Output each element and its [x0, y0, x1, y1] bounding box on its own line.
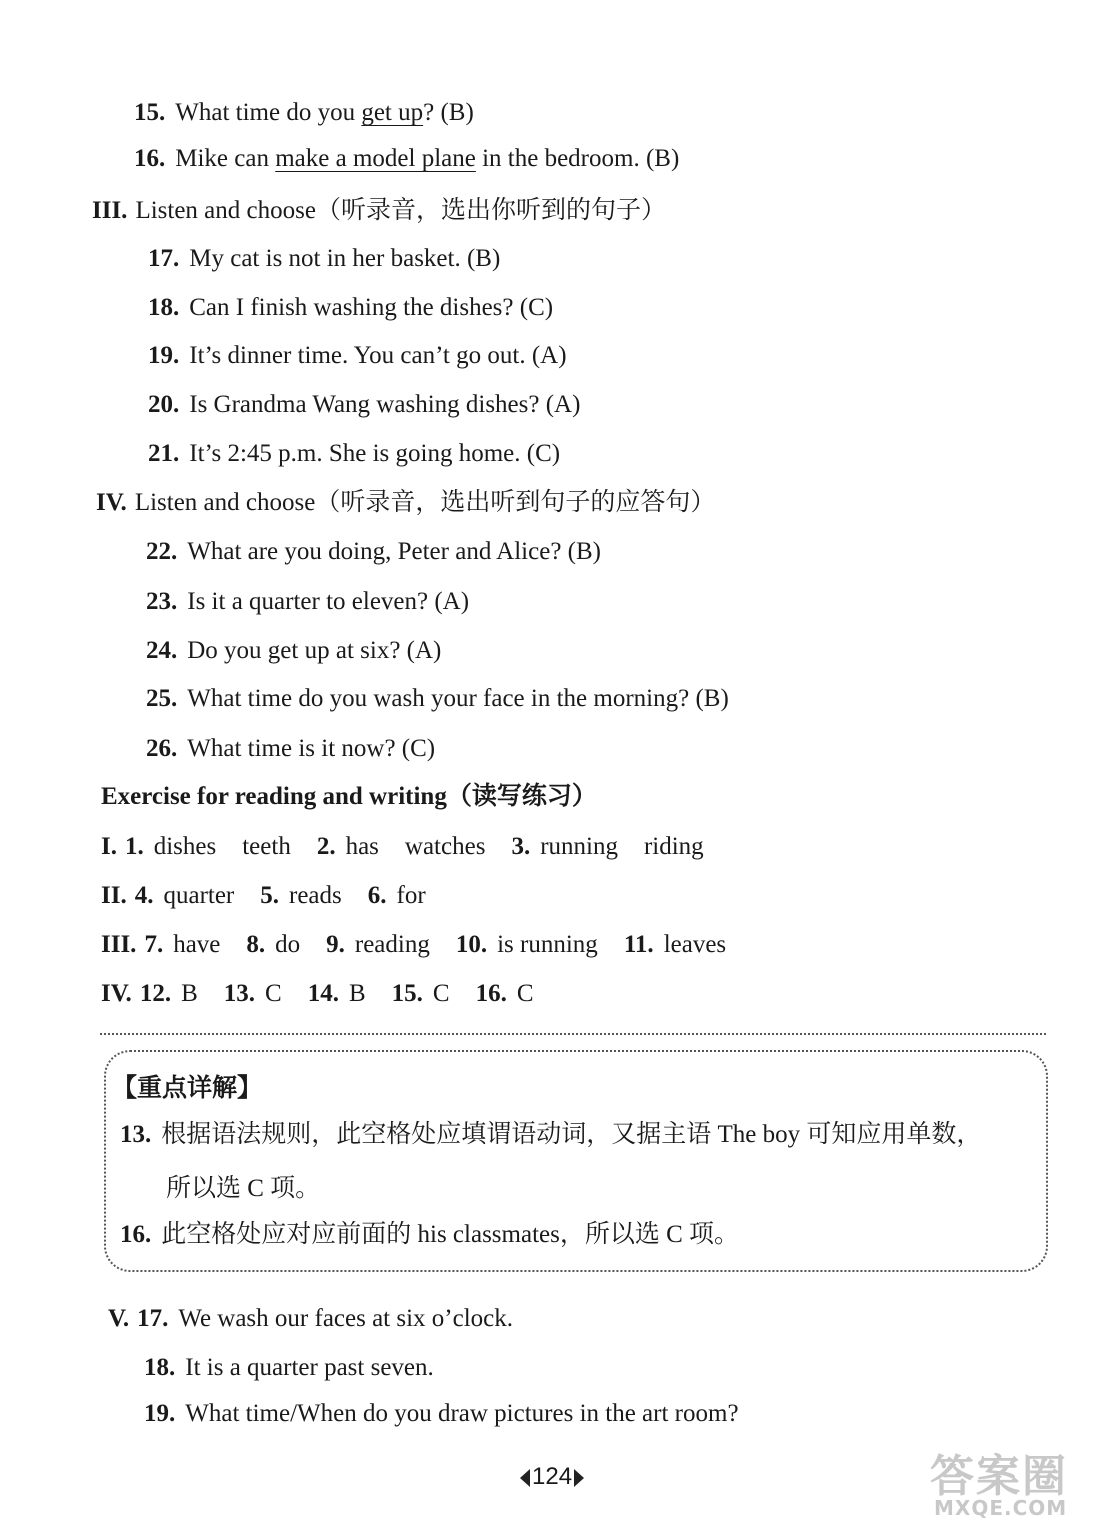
item-15	[134, 100, 474, 125]
item-18	[148, 295, 553, 320]
item-18-v	[144, 1355, 434, 1380]
item-16	[134, 146, 679, 171]
item-17	[148, 246, 500, 271]
section-roman: IV.	[96, 489, 127, 516]
section-5-item-17	[108, 1306, 513, 1331]
item-26	[146, 736, 435, 761]
item-19	[148, 343, 567, 368]
answer: have	[173, 931, 221, 958]
answer: for	[396, 882, 426, 909]
item-number: 26.	[146, 735, 178, 762]
item-number: 21.	[148, 440, 180, 467]
page-number-text: 124	[532, 1463, 573, 1490]
item-text: What time is it now? (C)	[187, 735, 436, 762]
answer: riding	[643, 833, 704, 860]
answer-number: 14.	[307, 980, 339, 1007]
answer-number: 8.	[246, 931, 266, 958]
section-4-heading	[96, 490, 715, 515]
item-text: Mike can	[175, 145, 276, 172]
dotted-divider	[100, 1033, 1046, 1035]
section-title: Listen and choose（听录音，选出你听到的句子）	[135, 197, 666, 224]
answer: is running	[497, 931, 598, 958]
answer: has	[345, 833, 379, 860]
answer-number: 3.	[511, 833, 531, 860]
rw-row-4	[101, 981, 534, 1006]
item-number: 18.	[148, 294, 180, 321]
explanation-13-cont: 所以选 C 项。	[166, 1175, 321, 1202]
rw-row-1	[101, 834, 704, 859]
explanation-16	[120, 1222, 739, 1247]
left-arrow-icon	[520, 1469, 530, 1487]
item-number: 15.	[134, 99, 166, 126]
answer: C	[432, 980, 450, 1007]
answer-number: 9.	[326, 931, 345, 958]
section-roman: II.	[101, 882, 127, 909]
item-text: It’s dinner time. You can’t go out. (A)	[189, 342, 567, 369]
item-number: 19.	[148, 342, 180, 369]
rw-row-2	[101, 883, 426, 908]
answer: C	[265, 980, 282, 1007]
answer-number: 4.	[134, 882, 154, 909]
answer-number: 12.	[139, 980, 172, 1007]
item-text: in the bedroom. (B)	[475, 145, 680, 172]
right-arrow-icon	[574, 1469, 584, 1487]
answer: do	[275, 931, 301, 958]
item-text: What time/When do you draw pictures in the art room?	[185, 1400, 739, 1427]
answer: quarter	[163, 882, 235, 909]
item-text: Is Grandma Wang washing dishes? (A)	[189, 391, 581, 418]
item-text: Is it a quarter to eleven? (A)	[187, 588, 470, 615]
item-22	[146, 539, 601, 564]
item-number: 16.	[120, 1221, 152, 1248]
item-number: 16.	[134, 145, 166, 172]
explanation-text: 根据语法规则，此空格处应填谓语动词，又据主语 The boy 可知应用单数，	[161, 1121, 982, 1148]
answer-number: 13.	[223, 980, 255, 1007]
answer-number: 2.	[316, 833, 336, 860]
item-number: 19.	[144, 1400, 176, 1427]
answer-number: 11.	[623, 931, 654, 958]
answer: B	[348, 980, 366, 1007]
page-number	[520, 1463, 584, 1491]
item-number: 17.	[137, 1305, 169, 1332]
answer-number: 5.	[260, 882, 280, 909]
item-text: Can I finish washing the dishes? (C)	[189, 294, 554, 321]
item-text: ? (B)	[423, 99, 474, 126]
item-text: What time do you	[175, 99, 362, 126]
answer: dishes	[153, 833, 217, 860]
explanation-title: 【重点详解】	[112, 1075, 263, 1102]
answer: teeth	[242, 833, 291, 860]
answer-number: 15.	[391, 980, 423, 1007]
item-20	[148, 392, 580, 417]
item-number: 18.	[144, 1354, 176, 1381]
answer-number: 7.	[144, 931, 164, 958]
item-25	[146, 686, 729, 711]
reading-writing-heading: Exercise for reading and writing（读写练习）	[101, 783, 597, 810]
item-24	[146, 638, 441, 663]
answer: watches	[404, 833, 486, 860]
answer: C	[516, 980, 534, 1007]
watermark-url: MXQE.COM	[934, 1496, 1068, 1520]
section-title: Listen and choose（听录音，选出听到句子的应答句）	[134, 489, 716, 516]
answer: leaves	[663, 931, 727, 958]
watermark-text: 答案圈	[930, 1451, 1068, 1502]
rw-row-3	[101, 932, 726, 957]
section-roman: I.	[101, 833, 117, 860]
item-number: 17.	[148, 245, 180, 272]
section-3-heading	[92, 198, 666, 223]
item-text: What are you doing, Peter and Alice? (B)	[187, 538, 601, 565]
item-19-v	[144, 1401, 739, 1426]
explanation-13	[120, 1122, 981, 1147]
underlined-phrase: get up	[361, 99, 424, 126]
item-text: Do you get up at six? (A)	[187, 637, 442, 664]
section-roman: IV.	[101, 980, 132, 1007]
watermark-logo	[930, 1440, 1080, 1530]
item-number: 20.	[148, 391, 180, 418]
item-text: It’s 2:45 p.m. She is going home. (C)	[189, 440, 561, 467]
item-text: My cat is not in her basket. (B)	[189, 245, 501, 272]
item-text: What time do you wash your face in the morning? (B)	[187, 685, 729, 712]
item-number: 23.	[146, 588, 178, 615]
item-text: It is a quarter past seven.	[185, 1354, 434, 1381]
answer: B	[181, 980, 198, 1007]
item-21	[148, 441, 560, 466]
answer-number: 16.	[475, 980, 507, 1007]
underlined-phrase: make a model plane	[275, 145, 476, 172]
answer: reading	[354, 931, 430, 958]
explanation-text: 此空格处应对应前面的 his classmates，所以选 C 项。	[161, 1221, 740, 1248]
item-23	[146, 589, 469, 614]
answer-number: 6.	[367, 882, 387, 909]
item-number: 24.	[146, 637, 178, 664]
item-number: 13.	[120, 1121, 152, 1148]
answer: running	[540, 833, 618, 860]
answer: reads	[289, 882, 342, 909]
section-roman: III.	[92, 197, 128, 224]
section-roman: V.	[108, 1305, 130, 1332]
item-number: 22.	[146, 538, 178, 565]
item-text: We wash our faces at six o’clock.	[178, 1305, 514, 1332]
answer-number: 1.	[124, 833, 144, 860]
section-roman: III.	[101, 931, 137, 958]
item-number: 25.	[146, 685, 178, 712]
answer-number: 10.	[455, 931, 488, 958]
